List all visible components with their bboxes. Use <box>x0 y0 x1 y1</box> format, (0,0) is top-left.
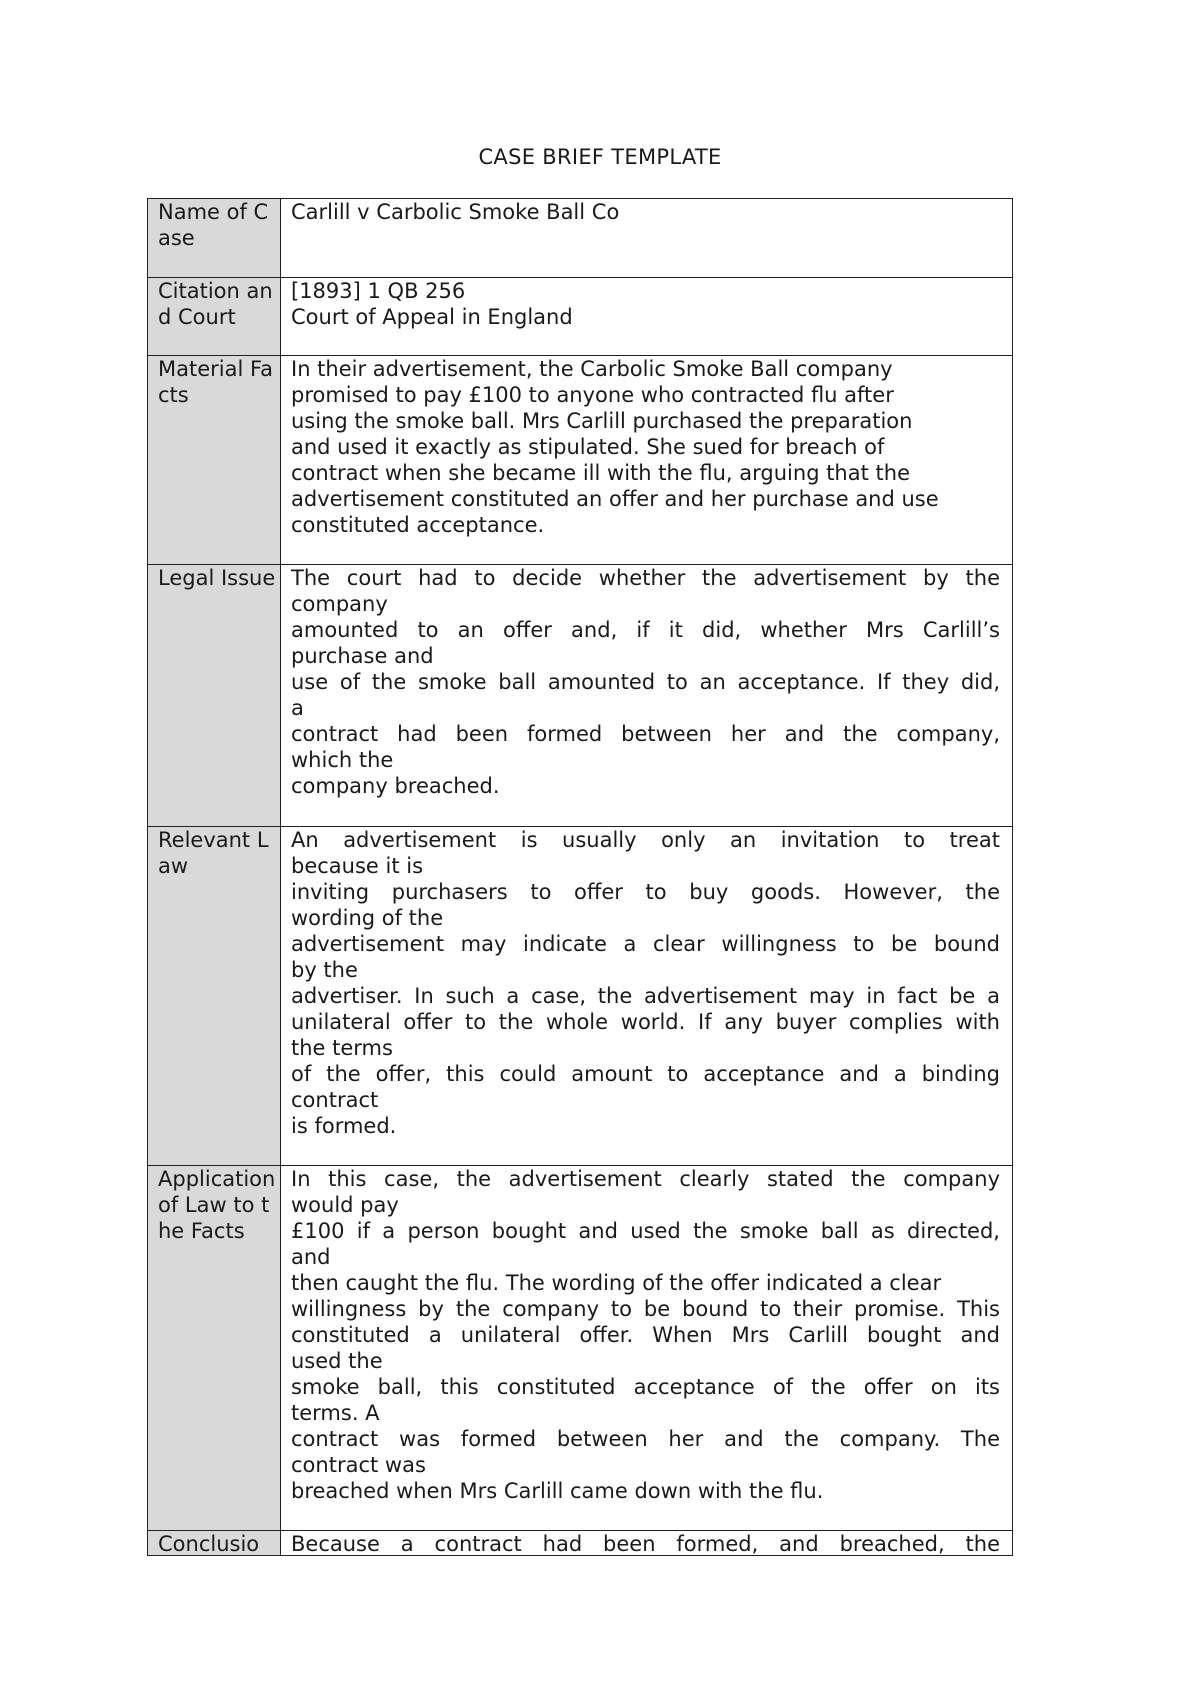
content-line: advertisement may indicate a clear willingness to be bound <box>291 932 1000 956</box>
content-line: Carlill v Carbolic Smoke Ball Co <box>291 200 620 224</box>
row-content <box>281 1166 1013 1531</box>
content-line: contract was formed between her and the company. The <box>291 1427 1000 1451</box>
content-line: of the offer, this could amount to acceptance and a binding <box>291 1062 1000 1086</box>
content-line: unilateral offer to the whole world. If any buyer complies with <box>291 1010 1000 1034</box>
content-line: by the <box>291 958 358 982</box>
table-row-relevant-law <box>148 827 1013 1166</box>
row-content <box>281 1531 1013 1556</box>
table-row-conclusion <box>148 1531 1013 1556</box>
row-label: Name of Case <box>148 199 281 278</box>
content-line: breached when Mrs Carlill came down with the flu. <box>291 1479 824 1503</box>
content-line: then caught the flu. The wording of the offer indicated a clear <box>291 1271 942 1295</box>
row-content <box>281 356 1013 565</box>
content-line: is formed. <box>291 1114 397 1138</box>
content-line: £100 if a person bought and used the smoke ball as directed, <box>291 1219 1000 1243</box>
content-line: smoke ball, this constituted acceptance of the offer on its <box>291 1375 1000 1399</box>
table-row-material-facts <box>148 356 1013 565</box>
content-line: advertisement constituted an offer and her purchase and use <box>291 487 939 511</box>
content-line: promised to pay £100 to anyone who contracted flu after <box>291 383 894 407</box>
content-line: which the <box>291 748 394 772</box>
content-line: use of the smoke ball amounted to an acceptance. If they did, <box>291 670 1000 694</box>
content-line: amounted to an offer and, if it did, whether Mrs Carlill’s <box>291 618 1000 642</box>
content-line: using the smoke ball. Mrs Carlill purchased the preparation <box>291 409 913 433</box>
content-line: constituted a unilateral offer. When Mrs Carlill bought and <box>291 1323 1000 1347</box>
row-label-text: Conclusio <box>158 1532 260 1555</box>
content-line: inviting purchasers to offer to buy goods. However, the <box>291 880 1000 904</box>
content-line: company breached. <box>291 774 500 798</box>
content-line: would pay <box>291 1193 399 1217</box>
content-line: contract was <box>291 1453 426 1477</box>
case-brief-table <box>147 198 1013 1556</box>
content-line: company <box>291 592 388 616</box>
table-row-citation-and-court <box>148 278 1013 356</box>
content-line: advertiser. In such a case, the advertisement may in fact be a <box>291 984 1000 1008</box>
content-line: willingness by the company to be bound to their promise. This <box>291 1297 1000 1321</box>
row-label <box>148 1531 281 1556</box>
content-line: contract when she became ill with the flu, arguing that the <box>291 461 910 485</box>
table-row-name-of-case <box>148 199 1013 278</box>
content-line: terms. A <box>291 1401 380 1425</box>
table-row-legal-issue <box>148 565 1013 827</box>
content-line: contract <box>291 1088 379 1112</box>
content-line: In this case, the advertisement clearly stated the company <box>291 1167 1000 1191</box>
row-content <box>281 827 1013 1166</box>
table-row-application-of-law <box>148 1166 1013 1531</box>
content-line: An advertisement is usually only an invitation to treat <box>291 828 1000 852</box>
content-line: purchase and <box>291 644 434 668</box>
row-label: Relevant Law <box>148 827 281 1166</box>
row-content <box>281 199 1013 278</box>
content-line: and used it exactly as stipulated. She sued for breach of <box>291 435 885 459</box>
row-label: Application of Law to the Facts <box>148 1166 281 1531</box>
row-label: Citation and Court <box>148 278 281 356</box>
content-line: The court had to decide whether the advertisement by the <box>291 566 1000 590</box>
content-line: Because a contract had been formed, and breached, the <box>291 1532 1000 1555</box>
content-line: constituted acceptance. <box>291 513 545 537</box>
content-line: used the <box>291 1349 383 1373</box>
content-line: In their advertisement, the Carbolic Smoke Ball company <box>291 357 893 381</box>
content-line: a <box>291 696 304 720</box>
content-line: wording of the <box>291 906 444 930</box>
content-line: Court of Appeal in England <box>291 305 573 329</box>
content-line: because it is <box>291 854 424 878</box>
content-line: [1893] 1 QB 256 <box>291 279 466 303</box>
content-line: and <box>291 1245 331 1269</box>
row-content <box>281 565 1013 827</box>
page-title: CASE BRIEF TEMPLATE <box>478 145 722 169</box>
row-content <box>281 278 1013 356</box>
row-label: Legal Issue <box>148 565 281 827</box>
content-line: contract had been formed between her and the company, <box>291 722 1000 746</box>
content-line: the terms <box>291 1036 393 1060</box>
row-label: Material Facts <box>148 356 281 565</box>
